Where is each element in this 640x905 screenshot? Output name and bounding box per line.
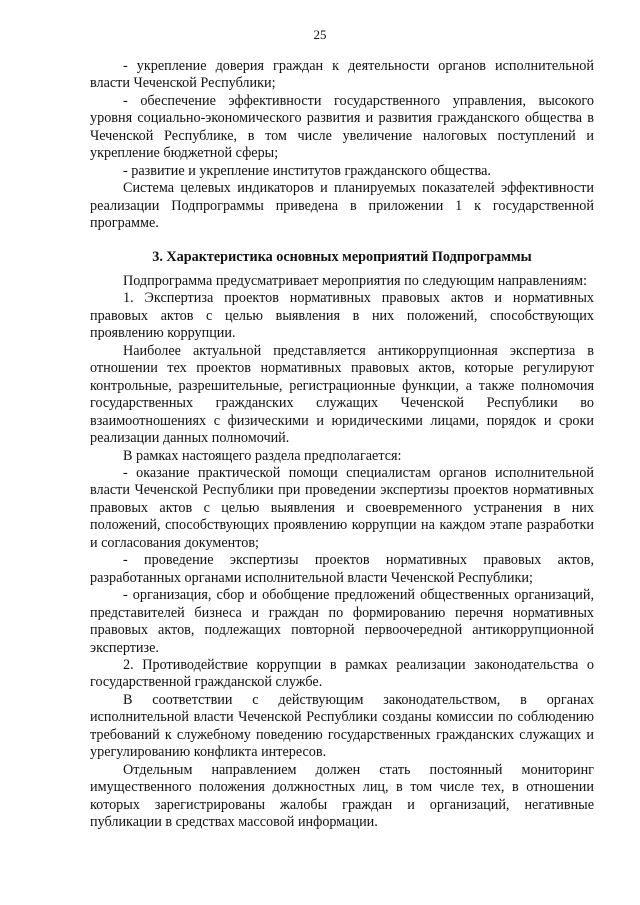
paragraph: Наиболее актуальной представляется антикоррупционная экспертиза в отношении тех проектов нормативных правовых актов, которые регулируют контрольные, разрешительные, регистрационные функции, а также полномочия государственных гражданских служащих Чеченской Республики во взаимоотношениях с физическими и юридическими лицами, порядок и сроки реализации данных полномочий. xyxy=(90,342,594,447)
paragraph: Подпрограмма предусматривает мероприятия по следующим направлениям: xyxy=(123,272,587,289)
page-number: 25 xyxy=(313,27,327,42)
document-body xyxy=(90,58,594,831)
paragraph: - проведение экспертизы проектов нормативных правовых актов, разработанных органами исполнительной власти Чеченской Республики; xyxy=(90,552,594,586)
paragraph: Отдельным направлением должен стать постоянный мониторинг имущественного положения должностных лиц, в том числе тех, в отношении которых зарегистрированы жалобы граждан и организаций, негативные публикации в средствах массовой информации. xyxy=(90,761,594,831)
paragraph: Система целевых индикаторов и планируемых показателей эффективности реализации Подпрограммы приведена в приложении 1 к государственной программе. xyxy=(90,180,594,232)
paragraph: 2. Противодействие коррупции в рамках реализации законодательства о государственной гражданской службе. xyxy=(90,656,594,691)
paragraph: - развитие и укрепление институтов гражданского общества. xyxy=(123,162,491,179)
paragraph: В соответствии с действующим законодательством, в органах исполнительной власти Чеченской Республики созданы комиссии по соблюдению требований к служебному поведению государственных гражданских служащих и урегулированию конфликта интересов. xyxy=(90,691,594,761)
section-heading: 3. Характеристика основных мероприятий Подпрограммы xyxy=(152,248,532,265)
paragraph: В рамках настоящего раздела предполагается: xyxy=(123,447,402,464)
paragraph: - укрепление доверия граждан к деятельности органов исполнительной власти Чеченской Республики; xyxy=(90,58,594,92)
paragraph: - оказание практической помощи специалистам органов исполнительной власти Чеченской Республики при проведении экспертизы проектов нормативных правовых актов с целью выявления и своевременного устранения в них положений, способствующих проявлению коррупции на каждом этапе разработки и согласования документов; xyxy=(90,464,594,551)
paragraph: - организация, сбор и обобщение предложений общественных организаций, представителей бизнеса и граждан по формированию перечня нормативных правовых актов, подлежащих повторной первоочередной антикоррупционной экспертизе. xyxy=(90,587,594,656)
paragraph: 1. Экспертиза проектов нормативных правовых актов и нормативных правовых актов с целью выявления в них положений, способствующих проявлению коррупции. xyxy=(90,290,594,342)
paragraph: - обеспечение эффективности государственного управления, высокого уровня социально-экономического развития и развития гражданского общества в Чеченской Республике, в том числе увеличение налоговых поступлений и укрепление бюджетной сферы; xyxy=(90,92,594,162)
